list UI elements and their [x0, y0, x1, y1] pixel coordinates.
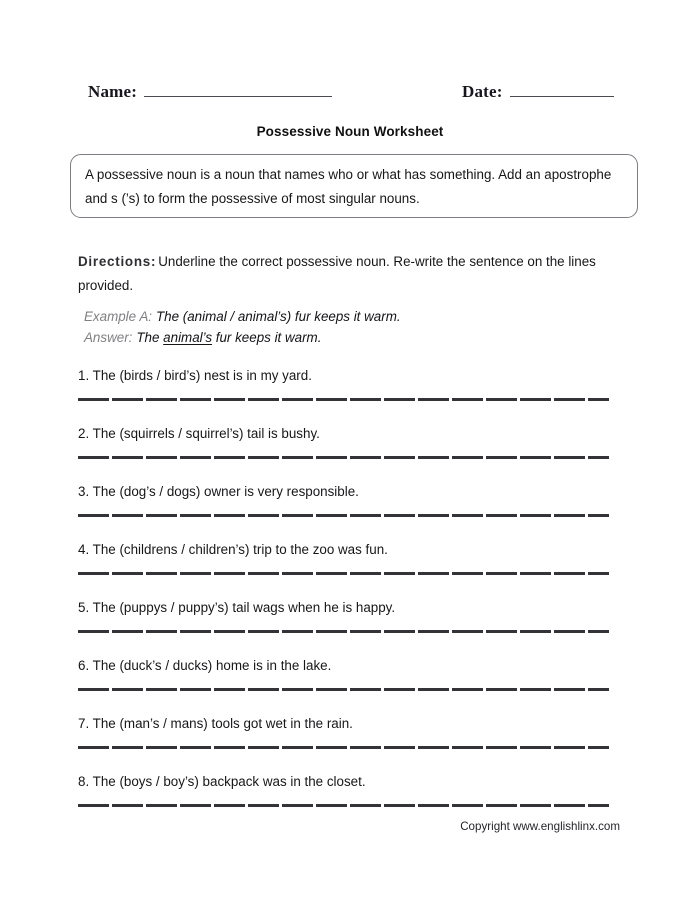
directions-text: Underline the correct possessive noun. Re-write the sentence on the lines provided.	[78, 254, 596, 293]
date-label: Date:	[462, 82, 503, 101]
answer-underlined-noun: animal’s	[163, 330, 213, 345]
question-text	[78, 425, 612, 443]
question-number: 1.	[78, 368, 90, 383]
question-number: 4.	[78, 542, 90, 557]
answer-write-line[interactable]	[78, 687, 609, 691]
question-number: 8.	[78, 774, 90, 789]
name-write-line[interactable]	[144, 83, 332, 97]
question-number: 3.	[78, 484, 90, 499]
question-item	[78, 599, 612, 657]
question-text	[78, 773, 612, 791]
example-block	[84, 306, 624, 348]
question-sentence: The (duck’s / ducks) home is in the lake.	[92, 658, 332, 673]
question-number: 2.	[78, 426, 90, 441]
directions-label: Directions:	[78, 254, 157, 269]
answer-write-line[interactable]	[78, 513, 609, 517]
question-number: 6.	[78, 658, 90, 673]
question-sentence: The (puppys / puppy’s) tail wags when he is happy.	[92, 600, 396, 615]
question-sentence: The (squirrels / squirrel’s) tail is bushy.	[92, 426, 320, 441]
name-label: Name:	[88, 82, 138, 101]
definition-text: A possessive noun is a noun that names who or what has something. Add an apostrophe and s (’s) to form the possessive of most singular nouns.	[85, 167, 612, 206]
example-sentence: The (animal / animal’s) fur keeps it warm.	[155, 309, 401, 324]
definition-box	[70, 154, 638, 218]
question-item	[78, 541, 612, 599]
question-text	[78, 483, 612, 501]
date-field[interactable]	[462, 82, 614, 102]
question-sentence: The (childrens / children’s) trip to the zoo was fun.	[92, 542, 388, 557]
question-item	[78, 657, 612, 715]
question-sentence: The (man’s / mans) tools got wet in the rain.	[92, 716, 353, 731]
answer-write-line[interactable]	[78, 745, 609, 749]
question-text	[78, 657, 612, 675]
name-field[interactable]	[88, 82, 332, 102]
question-item	[78, 483, 612, 541]
question-list	[78, 367, 612, 831]
example-label: Example A:	[84, 309, 152, 324]
question-sentence: The (dog’s / dogs) owner is very responsible.	[92, 484, 359, 499]
question-number: 7.	[78, 716, 90, 731]
question-text	[78, 367, 612, 385]
student-info-header	[70, 82, 630, 106]
answer-write-line[interactable]	[78, 571, 609, 575]
question-sentence: The (birds / bird’s) nest is in my yard.	[92, 368, 312, 383]
question-item	[78, 367, 612, 425]
question-text	[78, 599, 612, 617]
example-line	[84, 306, 624, 327]
answer-write-line[interactable]	[78, 629, 609, 633]
directions	[78, 250, 618, 298]
question-sentence: The (boys / boy’s) backpack was in the closet.	[92, 774, 366, 789]
question-item	[78, 715, 612, 773]
answer-write-line[interactable]	[78, 803, 609, 807]
question-item	[78, 425, 612, 483]
question-number: 5.	[78, 600, 90, 615]
answer-label: Answer:	[84, 330, 133, 345]
answer-write-line[interactable]	[78, 397, 609, 401]
date-write-line[interactable]	[510, 83, 614, 97]
page-title: Possessive Noun Worksheet	[256, 124, 444, 139]
answer-line	[84, 327, 624, 348]
answer-suffix: fur keeps it warm.	[212, 330, 322, 345]
answer-prefix: The	[136, 330, 164, 345]
copyright-footer: Copyright www.englishlinx.com	[460, 820, 620, 833]
question-text	[78, 715, 612, 733]
question-text	[78, 541, 612, 559]
answer-write-line[interactable]	[78, 455, 609, 459]
